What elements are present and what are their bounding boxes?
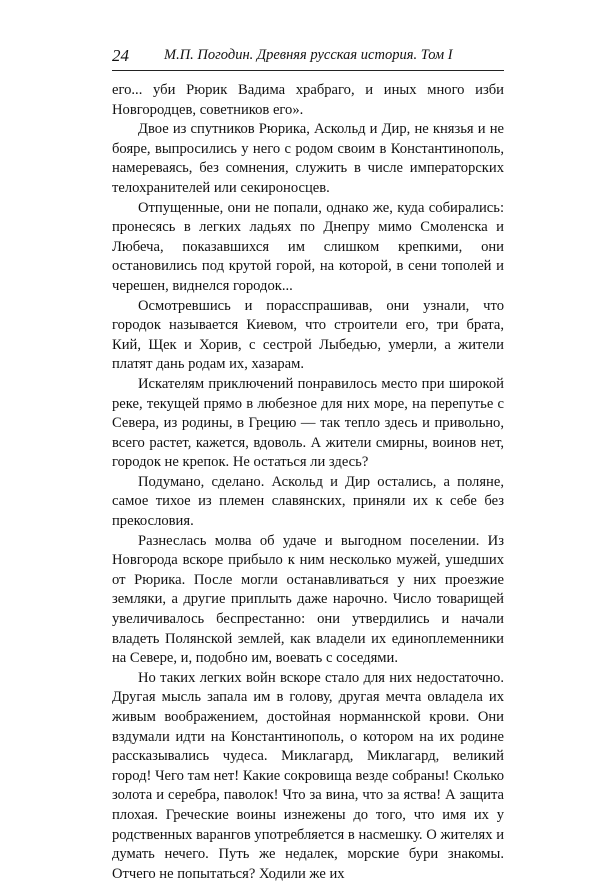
paragraph-4: Осмотревшись и порасспрашивав, они узнали, что городок называется Киевом, что строители его, три брата, Кий, Щек и Хорив, с сестрой Лыбедью, умерли, а жители платят дань родам их, хазарам. [112,297,504,373]
book-page [112,40,504,884]
paragraph-6: Подумано, сделано. Аскольд и Дир остались, а поляне, самое тихое из племен славянских, приняли их к себе без прекословия. [112,473,504,530]
paragraph-3: Отпущенные, они не попали, однако же, куда собирались: пронесясь в легких ладьях по Днепру мимо Смоленска и Любеча, показавшихся им слишком крепкими, они остановились под крутой горой, на которой, в сени тополей и черешен, виднелся городок... [112,199,504,294]
paragraph-8: Но таких легких войн вскоре стало для них недостаточно. Другая мысль запала им в голову, другая мечта овладела их живым воображением, достойная норманнской крови. Они вздумали идти на Константинополь, о котором на их родине рассказывались чудеса. Миклагард, Миклагард, великий город! Чего там нет! Какие сокровища везде собраны! Сколько золота и серебра, паволок! Что за вина, что за яства! А защита плохая. Греческие воины изнежены до того, что имя их у родственных варангов употребляется в насмешку. О жителях и думать нечего. Путь же недалек, морские бури знакомы. Отчего не попытаться? Ходили же их [112,669,504,882]
paragraph-7: Разнеслась молва об удаче и выгодном поселении. Из Новгорода вскоре прибыло к ним несколько мужей, ушедших от Рюрика. После могли останавливаться у них проезжие земляки, а другие приплыть даже нарочно. Число товарищей увеличивалось беспрестанно: они утвердились и начали владеть Полянской землей, как владели их единоплеменники на Севере, и, подобно им, воевать с соседями. [112,532,504,667]
page-header [112,40,504,71]
page-number: 24 [112,46,129,65]
body-text [112,81,504,884]
paragraph-1: его... уби Рюрик Вадима храбраго, и иных много изби Новгородцев, советников его». [112,82,504,118]
running-head: М.П. Погодин. Древняя русская история. Том I [164,47,453,63]
paragraph-2: Двое из спутников Рюрика, Аскольд и Дир, не князья и не бояре, выпросились у него с родом своим в Константинополь, намереваясь, без сомнения, служить в числе императорских телохранителей или секироносцев. [112,121,504,196]
paragraph-5: Искателям приключений понравилось место при широкой реке, текущей прямо в любезное для них море, на перепутье с Севера, из родины, в Грецию — так тепло здесь и привольно, всего растет, кажется, вдоволь. А жители смирны, воинов нет, городок не крепок. Не остаться ли здесь? [112,375,504,471]
